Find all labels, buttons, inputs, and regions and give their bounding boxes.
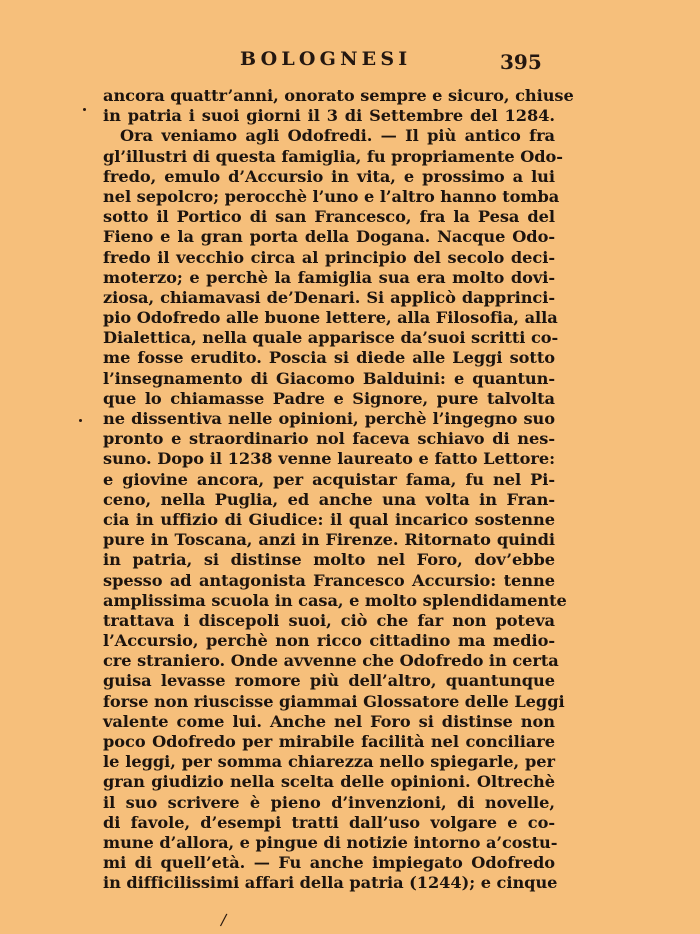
text-line: ziosa, chiamavasi de’Denari. Si applicò dapprinci- <box>103 287 555 307</box>
text-line: suno. Dopo il 1238 venne laureato e fatto Lettore: <box>103 449 555 469</box>
text-line: forse non riuscisse giammai Glossatore delle Leggi <box>103 691 565 711</box>
text-line: di favole, d’esempi tratti dall’uso volgare e co- <box>103 812 555 832</box>
paragraph-line: Ora veniamo agli Odofredi. — Il più antico fra <box>120 126 555 146</box>
text-line: ancora quattr’anni, onorato sempre e sicuro, chiuse <box>103 86 574 105</box>
text-line: valente come lui. Anche nel Foro si distinse non <box>103 711 555 731</box>
text-line: l’Accursio, perchè non ricco cittadino ma medio- <box>103 631 555 651</box>
text-line: ne dissentiva nelle opinioni, perchè l’ingegno suo <box>103 409 555 428</box>
text-line: amplissima scuola in casa, e molto splendidamente <box>103 590 567 610</box>
text-line: le leggi, per somma chiarezza nello spiegarle, per <box>103 752 555 772</box>
margin-dot <box>79 419 82 422</box>
text-line: cre straniero. Onde avvenne che Odofredo in certa <box>103 651 559 671</box>
text-line: gran giudizio nella scelta delle opinioni. Oltrechè <box>103 772 555 792</box>
text-line: in patria, si distinse molto nel Foro, dov’ebbe <box>103 550 555 570</box>
text-line: mune d’allora, e pingue di notizie intorno a’costu- <box>103 832 558 852</box>
text-line: pure in Toscana, anzi in Firenze. Ritornato quindi <box>103 530 555 550</box>
text-line: trattava i discepoli suoi, ciò che far non poteva <box>103 610 555 630</box>
text-line: spesso ad antagonista Francesco Accursio: tenne <box>103 570 555 590</box>
text-line: moterzo; e perchè la famiglia sua era molto dovi- <box>103 267 555 287</box>
text-line: in difficilissimi affari della patria (1244); e cinque <box>103 873 558 893</box>
text-line: Dialettica, nella quale apparisce da’suoi scritti co- <box>103 328 559 348</box>
text-line: e giovine ancora, per acquistar fama, fu nel Pi- <box>103 469 555 489</box>
text-line: pronto e straordinario nol faceva schiavo di nes- <box>103 429 555 449</box>
text-line: guisa levasse romore più dell’altro, quantunque <box>103 671 555 691</box>
text-line: gl’illustri di questa famiglia, fu propriamente Odo- <box>103 146 563 166</box>
text-line: l’insegnamento di Giacomo Balduini: e quantun- <box>103 368 555 388</box>
running-head: BOLOGNESI <box>240 48 412 70</box>
text-line: in patria i suoi giorni il 3 di Settembre del 1284. <box>103 106 555 126</box>
text-line: fredo, emulo d’Accursio in vita, e prossimo a lui <box>103 166 555 186</box>
body-text <box>103 86 574 894</box>
text-line: ceno, nella Puglia, ed anche una volta in Fran- <box>103 489 555 509</box>
text-line: il suo scrivere è pieno d’invenzioni, di novelle, <box>103 792 555 812</box>
text-line: mi di quell’età. — Fu anche impiegato Odofredo <box>103 853 555 873</box>
text-line: cia in uffizio di Giudice: il qual incarico sostenne <box>103 509 555 529</box>
page-number: 395 <box>500 50 542 74</box>
text-line: pio Odofredo alle buone lettere, alla Filosofia, alla <box>103 308 558 328</box>
footer-mark: / <box>219 909 228 930</box>
text-line: me fosse erudito. Poscia si diede alle Leggi sotto <box>103 348 555 368</box>
text-line: poco Odofredo per mirabile facilità nel conciliare <box>103 732 555 751</box>
text-line: que lo chiamasse Padre e Signore, pure talvolta <box>103 388 555 408</box>
text-line: Fieno e la gran porta della Dogana. Nacque Odo- <box>103 227 555 247</box>
margin-dot <box>83 108 86 111</box>
text-line: nel sepolcro; perocchè l’uno e l’altro hanno tomba <box>103 186 560 206</box>
text-line: fredo il vecchio circa al principio del secolo deci- <box>103 247 555 267</box>
text-line: sotto il Portico di san Francesco, fra la Pesa del <box>103 207 555 227</box>
